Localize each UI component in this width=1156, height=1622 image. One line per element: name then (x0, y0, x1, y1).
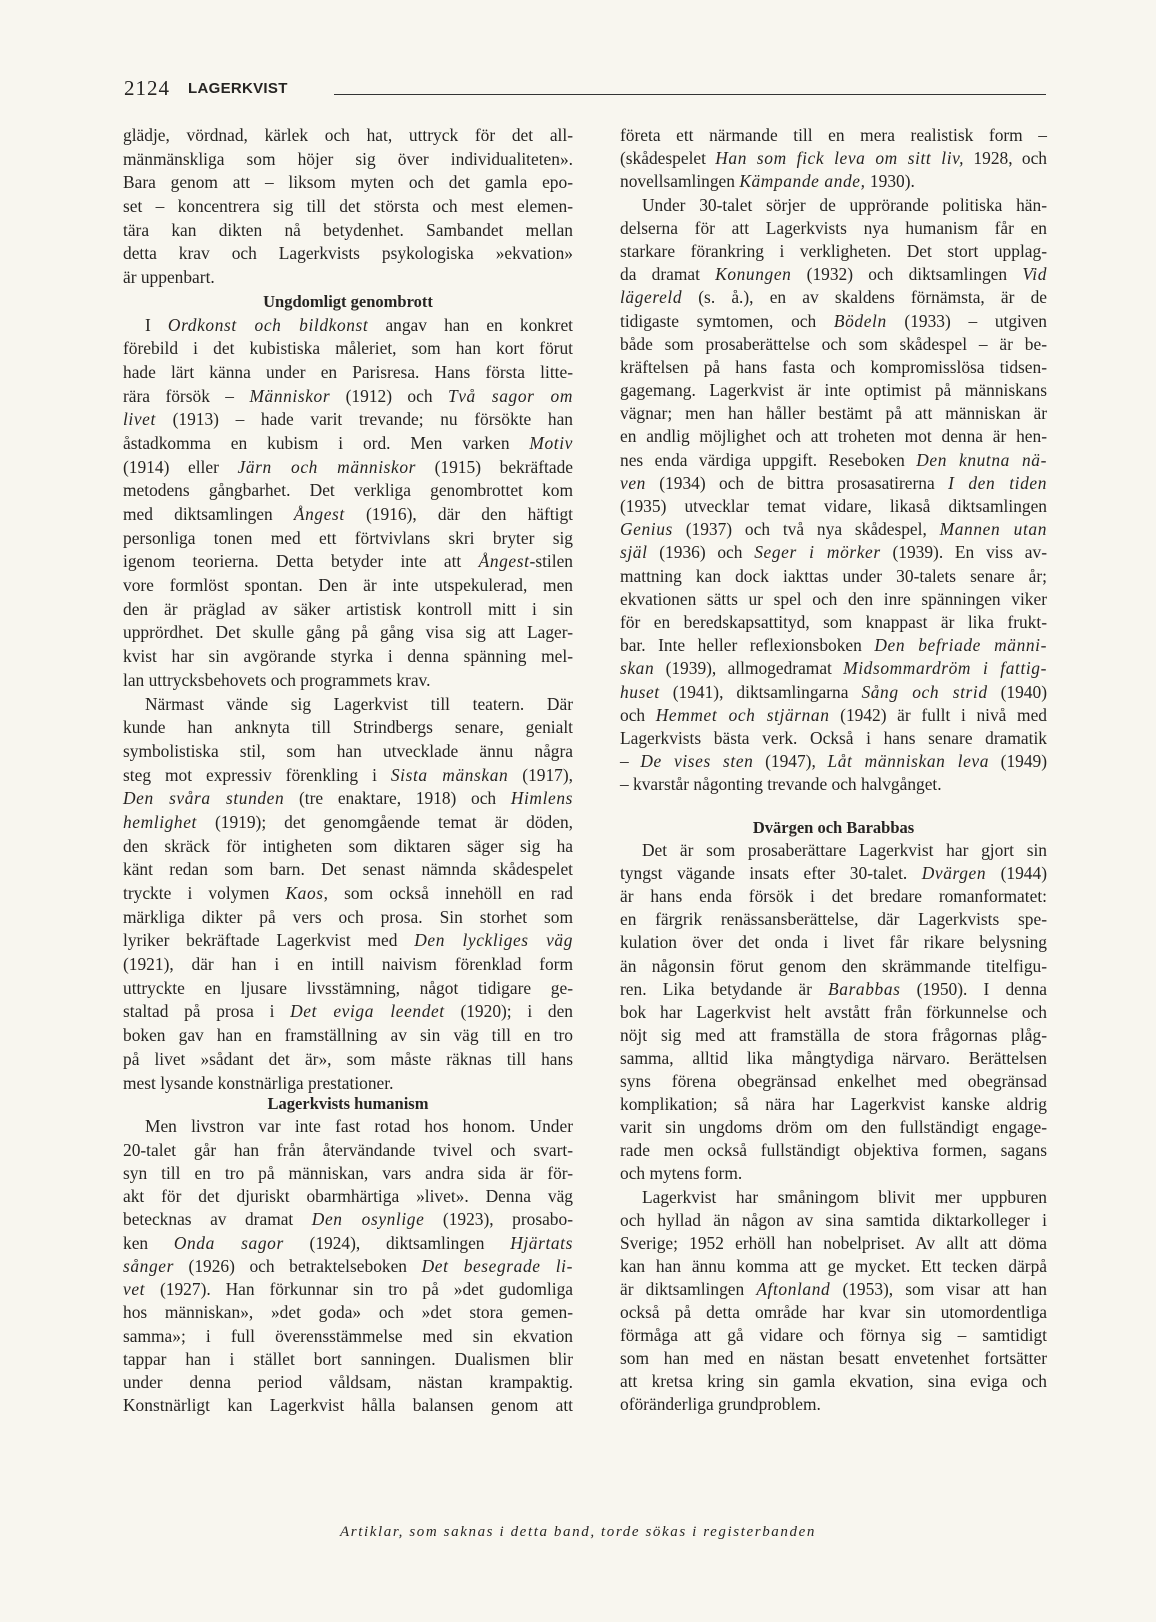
text-line (620, 1186, 1047, 1209)
text-line (123, 977, 573, 1001)
text-segment: ken (123, 1232, 174, 1253)
italic-title: Den lyckliges väg (414, 930, 573, 951)
italic-title: Kämpande ande, (739, 171, 866, 192)
text-line (123, 929, 573, 953)
text-segment: att kretsa kring sin gamla ekvation, sina eviga och (620, 1371, 1047, 1392)
left-column-section (123, 1092, 573, 1418)
text-segment: (skådespelet (620, 148, 716, 169)
section-heading: Ungdomligt genombrott (263, 291, 433, 311)
text-segment: (s. å.), en av skaldens förnämsta, är de (682, 287, 1047, 308)
text-segment: den skräck för intigheten som diktaren säger sig ha (123, 835, 573, 856)
text-line (123, 1000, 573, 1024)
text-segment: är diktsamlingen (620, 1278, 757, 1299)
text-line (620, 1093, 1047, 1116)
italic-title: Dvärgen (921, 863, 987, 884)
text-segment: kunde han anknyta till Strindbergs senare, genialt (123, 717, 573, 738)
text-segment: (1920); i den (444, 1001, 573, 1022)
text-line (620, 773, 1047, 796)
italic-title: ven (620, 472, 646, 493)
text-line (123, 906, 573, 930)
text-segment: komplikation; så nära har Lagerkvist kanske aldrig (620, 1094, 1047, 1115)
text-segment: (1939). En viss av- (880, 542, 1047, 563)
text-line (620, 217, 1047, 240)
text-segment: tappar han i stället bort sanningen. Dualismen blir (123, 1348, 573, 1369)
text-line (123, 432, 573, 456)
section-heading: Dvärgen och Barabbas (752, 818, 915, 837)
text-line (123, 1371, 573, 1394)
text-line (620, 908, 1047, 931)
text-segment: mänmänskliga som höjer sig över individualiteten». (123, 148, 573, 169)
text-line (620, 885, 1047, 908)
italic-title: Motiv (529, 432, 573, 453)
italic-title: Den knutna nä- (916, 449, 1047, 470)
text-segment: förebild i det kubistiska måleriet, som han kort förut (123, 338, 573, 359)
italic-title: Barabbas (828, 978, 901, 999)
text-segment: (1939), allmogedramat (654, 658, 844, 679)
text-segment: glädje, vördnad, kärlek och hat, uttryck för det all- (123, 125, 573, 145)
text-segment: (1936) och (647, 542, 755, 563)
text-segment: Närmast vände sig Lagerkvist till teatern. Där (145, 693, 573, 714)
text-line (620, 727, 1047, 750)
text-segment: (1937) och två nya skådespel, (672, 519, 940, 540)
text-segment: (1917), (508, 764, 573, 785)
text-segment: samma»; i full överensstämmelse med sin ekvation (123, 1325, 573, 1346)
italic-title: Hemmet och stjärnan (655, 704, 830, 725)
text-line (620, 1070, 1047, 1093)
text-segment: (1913) – hade varit trevande; nu försökte han (155, 409, 573, 430)
text-segment: detta krav och Lagerkvists psykologiska »ekvation» (123, 243, 573, 264)
text-line (123, 1208, 573, 1231)
text-segment: Sverige; 1952 erhöll han nobelpriset. Av allt att döma (620, 1232, 1047, 1253)
text-line (620, 839, 1047, 862)
text-segment: lan uttrycksbehovets och programmets krav. (123, 669, 431, 690)
italic-title: Ordkonst och bildkonst (167, 314, 369, 335)
text-segment: rära försök – (123, 385, 250, 406)
text-line (123, 669, 573, 693)
text-segment: uttryckte en ljusare livsstämning, något tidigare ge- (123, 977, 573, 998)
text-line (123, 385, 573, 409)
text-line (123, 645, 573, 669)
page-number: 2124 (124, 76, 170, 100)
text-segment: under denna period våldsam, nästan krampaktig. (123, 1372, 573, 1392)
italic-title: huset (620, 681, 660, 702)
text-segment: och mytens form. (620, 1163, 743, 1184)
text-segment: samma, alltid lika mångtydiga närvaro. Berättelsen (620, 1047, 1047, 1068)
italic-title: Aftonland (756, 1278, 831, 1299)
text-segment: steg mot expressiv förenkling i (123, 764, 391, 785)
text-line (123, 242, 573, 266)
text-line (123, 1115, 573, 1138)
text-line (123, 811, 573, 835)
italic-title: Himlens (510, 788, 573, 809)
text-segment: (1949) (989, 751, 1048, 772)
running-title: LAGERKVIST (188, 80, 288, 97)
text-segment: staltad på prosa i (123, 1001, 291, 1022)
text-segment: personliga tonen med ett förtvivlans skri bryter sig (123, 527, 573, 548)
text-line (123, 953, 573, 977)
italic-title: Han som fick leva om sitt liv, (715, 148, 965, 169)
text-line (620, 1370, 1047, 1393)
text-segment: än någonsin förut genom den skrämmande titelfigu- (620, 955, 1047, 976)
text-line (123, 124, 573, 148)
text-line (620, 1278, 1047, 1301)
text-segment: och (620, 704, 656, 725)
paragraph (620, 839, 1047, 1185)
text-segment: boken gav han en framställning av sin väg till en tro (123, 1025, 573, 1046)
text-line (620, 541, 1047, 564)
text-line (620, 1162, 1047, 1185)
text-line (620, 379, 1047, 402)
text-segment: bar. Inte heller reflexionsboken (620, 635, 875, 656)
text-segment: starkare förankring i verkligheten. Det stort upplag- (620, 240, 1047, 261)
text-segment: hos människan», »det goda» och »det stora gemen- (123, 1302, 573, 1323)
text-line (620, 124, 1047, 147)
text-segment: Lagerkvists bästa verk. Också i hans senare dramatik (620, 727, 1047, 748)
italic-title: Sista mänskan (390, 764, 509, 785)
text-line (620, 449, 1047, 472)
italic-title: I den tiden (948, 472, 1047, 493)
text-segment: kvist har sin avgörande styrka i denna spänning mel- (123, 646, 573, 667)
italic-title: Genius (620, 519, 673, 540)
text-line (620, 611, 1047, 634)
text-line (123, 621, 573, 645)
text-segment: som han med en nästan besatt envetenhet fortsätter (620, 1348, 1047, 1369)
text-segment: angav han en konkret (368, 314, 573, 335)
text-line (620, 1324, 1047, 1347)
text-line (620, 1301, 1047, 1324)
paragraph (123, 314, 573, 693)
text-line (620, 194, 1047, 217)
italic-title: Mannen utan (939, 519, 1047, 540)
italic-title: hemlighet (123, 811, 197, 832)
italic-title: Onda sagor (173, 1232, 284, 1253)
section-heading: Lagerkvists humanism (267, 1094, 429, 1113)
text-line (620, 170, 1047, 193)
text-line (620, 1024, 1047, 1047)
text-line (123, 1024, 573, 1048)
text-segment: (1944) (986, 863, 1047, 884)
italic-title: Midsommardröm i fattig- (843, 658, 1047, 679)
text-segment: känt redan som barn. Det senast nämnda skådespelet (123, 859, 573, 880)
text-segment: betecknas av dramat (123, 1209, 312, 1230)
text-segment: set – koncentrera sig till det största och mest elemen- (123, 196, 573, 217)
text-segment: Konstnärligt kan Lagerkvist hålla balansen genom att (123, 1395, 573, 1416)
text-segment: både som prosaberättelse och som skådespel – är be- (620, 333, 1047, 354)
italic-title: livet (123, 409, 156, 430)
text-line (620, 1116, 1047, 1139)
text-segment: tyngst vägande insats efter 30-talet. (620, 863, 922, 884)
text-line (123, 1394, 573, 1417)
text-line (620, 425, 1047, 448)
italic-title: sånger (123, 1255, 174, 1276)
text-line (620, 286, 1047, 309)
text-segment: 1930). (865, 171, 915, 192)
italic-title: Konungen (715, 264, 792, 285)
text-line (620, 681, 1047, 704)
text-segment: I (145, 314, 168, 335)
text-segment: , som också innehöll en rad (323, 883, 573, 903)
italic-title: Ångest (293, 504, 345, 524)
text-line (620, 495, 1047, 518)
text-line (123, 598, 573, 622)
text-line (620, 955, 1047, 978)
italic-title: De vises sten (640, 751, 754, 772)
text-segment: (1919); det genomgående temat är döden, (196, 811, 573, 832)
text-line (123, 503, 573, 527)
text-line (620, 518, 1047, 541)
text-segment: novellsamlingen (620, 171, 740, 192)
right-column-section (620, 816, 1047, 1416)
text-line (123, 835, 573, 859)
text-segment: (1932) och diktsamlingen (791, 264, 1023, 285)
text-segment: (tre enaktare, 1918) och (284, 788, 511, 809)
text-line (123, 693, 573, 717)
text-line (620, 704, 1047, 727)
text-segment: (1934) och de bittra prosasatirerna (645, 472, 949, 493)
text-segment: kulation över det onda i livet får rikare belysning (620, 932, 1047, 953)
header-rule (334, 94, 1046, 95)
text-line (123, 219, 573, 243)
text-segment: tryckte i volymen (123, 883, 286, 903)
text-segment: varit sin ungdoms dröm om den fullständigt engage- (620, 1117, 1047, 1138)
italic-title: Låt människan leva (827, 751, 990, 772)
text-segment: också på detta område har kvar sin utomordentliga (620, 1301, 1047, 1322)
text-segment: (1927). Han förkunnar sin tro på »det gudomliga (145, 1279, 573, 1299)
text-line (620, 147, 1047, 170)
text-segment: en andlig möjlighet och att troheten mot denna är hen- (620, 426, 1047, 447)
text-line (620, 931, 1047, 954)
text-line (620, 356, 1047, 379)
text-line (123, 479, 573, 503)
text-segment: bok har Lagerkvist helt avstått från förkunnelse och (620, 1001, 1047, 1022)
text-segment: – kvarstår någonting trevande och halvgånget. (620, 774, 942, 795)
text-segment: (1947), (753, 751, 828, 772)
text-segment: 20-talet går han från återvändande tvivel och svart- (123, 1139, 573, 1160)
right-column-section (620, 124, 1047, 796)
text-line (620, 402, 1047, 425)
italic-title: Vid (1022, 264, 1047, 285)
text-line (123, 764, 573, 788)
text-segment: da dramat (620, 264, 716, 285)
text-line (620, 978, 1047, 1001)
text-segment: (1916), där den häftigt (344, 504, 573, 524)
text-segment: metodens gångbarhet. Det verkliga genombrottet kom (123, 480, 573, 501)
text-line (620, 750, 1047, 773)
text-line (123, 337, 573, 361)
text-segment: oföränderliga grundproblem. (620, 1394, 821, 1415)
text-line (123, 858, 573, 882)
text-segment: syn till en tro på människan, vars andra sida är för- (123, 1162, 573, 1183)
text-line (123, 195, 573, 219)
text-segment: vore formlöst spontan. Den är inte utspekulerad, men (123, 575, 573, 596)
text-segment: kräftelsen på hans fasta och kompromisslösa tidsen- (620, 356, 1047, 377)
text-line (620, 657, 1047, 680)
italic-title: själ (620, 542, 648, 563)
italic-title: Två sagor om (447, 385, 573, 406)
text-segment: mest lysande konstnärliga prestationer. (123, 1072, 394, 1093)
text-segment: är uppenbart. (123, 267, 215, 288)
text-segment: Det är som prosaberättare Lagerkvist har gjort sin (642, 840, 1047, 861)
text-line (123, 314, 573, 338)
italic-title: Den befriade männi- (874, 635, 1047, 656)
text-line (620, 565, 1047, 588)
italic-title: Hjärtats (510, 1232, 573, 1253)
italic-title: Människor (249, 385, 331, 406)
text-line (123, 408, 573, 432)
italic-title: skan (620, 658, 655, 679)
text-segment: den är präglad av säker artistisk kontroll mitt i sin (123, 598, 573, 619)
text-segment: och hyllad än någon av sina samtida diktarkolleger i (620, 1209, 1047, 1230)
text-line (123, 1301, 573, 1324)
text-segment: (1912) och (330, 385, 448, 406)
text-line (123, 574, 573, 598)
text-segment: Lagerkvist har småningom blivit mer uppburen (642, 1186, 1047, 1207)
text-segment: på livet »sådant det är», som måste räknas till hans (123, 1048, 573, 1069)
text-segment: en färgrik renässansberättelse, där Lagerkvists spe- (620, 909, 1047, 930)
text-segment: mattning kan dock iakttas under 30-talets senare år; (620, 565, 1047, 586)
paragraph (123, 124, 573, 290)
text-segment: nes enda värdiga uppgift. Reseboken (620, 449, 917, 470)
text-line (123, 527, 573, 551)
text-segment: (1950). I denna (900, 978, 1047, 999)
text-line (123, 740, 573, 764)
text-segment: ekvationen sätts ur spel och den inre spänningen viker (620, 588, 1047, 609)
italic-title: Den svåra stunden (123, 788, 285, 809)
text-line (123, 1162, 573, 1185)
text-segment: med diktsamlingen (123, 504, 294, 524)
text-line (620, 1001, 1047, 1024)
text-line (620, 1139, 1047, 1162)
text-segment: tära kan dikten nå betydenhet. Sambandet mellan (123, 219, 573, 240)
text-segment: ren. Lika betydande är (620, 978, 829, 999)
text-segment: 1928, och (964, 148, 1047, 169)
text-line (123, 1232, 573, 1255)
text-segment: vägnar; men han håller bestämt på att människan är (620, 403, 1047, 424)
text-segment: är hans enda försök i det bredare romanformatet: (620, 886, 1047, 907)
text-segment: delserna för att Lagerkvists nya humanism får en (620, 217, 1047, 238)
text-line (620, 263, 1047, 286)
text-segment: rade men också fullständigt objektiva formen, sagans (620, 1140, 1047, 1161)
left-column-section (123, 124, 573, 1095)
text-segment: (1914) eller (123, 456, 238, 477)
text-segment: (1921), där han i en intill naivism förenklad form (123, 954, 573, 975)
text-line (620, 1209, 1047, 1232)
text-segment: tidigaste symtomen, och (620, 310, 834, 331)
text-segment: (1935) utvecklar temat vidare, likaså diktsamlingen (620, 496, 1047, 516)
text-segment: hade lärt känna under en Parisresa. Hans första litte- (123, 361, 573, 382)
text-line (123, 171, 573, 195)
paragraph (123, 693, 573, 1096)
text-segment: upprördhet. Det skulle gång på gång visa sig att Lager- (123, 622, 573, 643)
text-line (620, 588, 1047, 611)
paragraph (620, 124, 1047, 194)
text-segment: gagemang. Lagerkvist är inte optimist på människans (620, 380, 1047, 401)
text-segment: förmåga att gå vidare och förnya sig – samtidigt (620, 1325, 1047, 1346)
text-segment: -stilen (529, 551, 573, 572)
text-line (123, 266, 573, 290)
text-line (620, 240, 1047, 263)
text-segment: (1941), diktsamlingarna (659, 681, 862, 702)
italic-title: Seger i mörker (754, 542, 881, 563)
text-line (123, 361, 573, 385)
italic-title: Det eviga leendet (290, 1001, 445, 1022)
text-line (620, 862, 1047, 885)
text-line (620, 1255, 1047, 1278)
paragraph (620, 194, 1047, 797)
text-line (620, 310, 1047, 333)
paragraph (620, 1186, 1047, 1417)
text-segment: Bara genom att – liksom myten och det gamla epo- (123, 172, 573, 193)
text-line (123, 550, 573, 574)
text-line (123, 882, 573, 906)
text-line (620, 472, 1047, 495)
italic-title: vet (123, 1279, 146, 1299)
text-segment: lyriker bekräftade Lagerkvist med (123, 930, 415, 951)
text-line (620, 1232, 1047, 1255)
text-line (123, 716, 573, 740)
text-segment: – (620, 751, 641, 772)
text-segment: (1953), som visar att han (830, 1278, 1047, 1299)
text-line (123, 1348, 573, 1371)
italic-title: Det besegrade li- (421, 1255, 574, 1276)
text-segment: (1933) – utgiven (886, 310, 1047, 331)
italic-title: Sång och strid (861, 681, 988, 702)
text-segment: Men livstron var inte fast rotad hos honom. Under (145, 1116, 573, 1137)
text-line (123, 148, 573, 172)
text-segment: för en beredskapsattityd, som knappast är lika frukt- (620, 611, 1047, 632)
text-segment: nöjt sig med att framställa de stora frågornas plåg- (620, 1024, 1047, 1045)
italic-title: lägereld (620, 287, 683, 308)
text-line (620, 1393, 1047, 1416)
text-line (123, 1048, 573, 1072)
italic-title: Den osynlige (311, 1209, 425, 1230)
text-segment: (1926) och betraktelseboken (173, 1255, 422, 1276)
paragraph (123, 1115, 573, 1417)
text-segment: (1915) bekräftade (416, 456, 573, 477)
text-line (123, 1139, 573, 1162)
text-line (123, 1325, 573, 1348)
text-line (620, 1347, 1047, 1370)
text-line (123, 787, 573, 811)
text-line (620, 1047, 1047, 1070)
footer-note: Artiklar, som saknas i detta band, torde sökas i registerbanden (340, 1524, 816, 1540)
text-line (123, 1255, 573, 1278)
text-segment: kan han ännu komma att ge mycket. Ett tecken därpå (620, 1255, 1047, 1276)
text-segment: (1942) är fullt i nivå med (829, 704, 1047, 725)
text-segment: företa ett närmande till en mera realistisk form – (620, 125, 1047, 145)
italic-title: Ångest (478, 551, 530, 572)
text-segment: syns förena obegränsad enkelhet med obegränsad (620, 1071, 1047, 1092)
italic-title: Järn och människor (237, 456, 416, 477)
text-segment: igenom teorierna. Detta betyder inte att (123, 551, 479, 572)
text-segment: åstadkomma en kubism i ord. Men varken (123, 432, 530, 453)
text-segment: (1923), prosabo- (424, 1209, 573, 1230)
text-line (123, 1278, 573, 1301)
text-segment: symbolistiska stil, som han utvecklade ännu några (123, 740, 573, 761)
italic-title: Kaos (285, 883, 324, 903)
text-segment: akt för det djuriskt obarmhärtiga »livet». Denna väg (123, 1186, 573, 1206)
text-segment: (1940) (987, 681, 1047, 702)
text-line (620, 333, 1047, 356)
text-segment: märkliga dikter på vers och prosa. Sin storhet som (123, 906, 573, 927)
text-segment: Under 30-talet sörjer de upprörande politiska hän- (642, 194, 1047, 215)
text-line (620, 634, 1047, 657)
text-line (123, 456, 573, 480)
italic-title: Bödeln (833, 310, 887, 331)
text-segment: (1924), diktsamlingen (283, 1232, 511, 1253)
text-line (123, 1185, 573, 1208)
